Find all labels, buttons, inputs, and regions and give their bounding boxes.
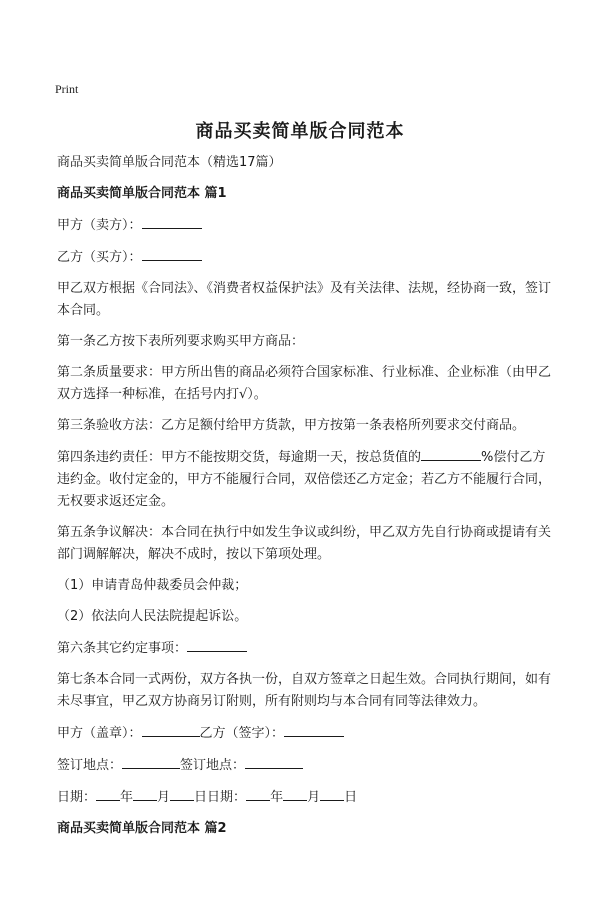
article-4-part-2: %偿付乙方违约金。收付定金的，甲方不能履行合同，双倍偿还乙方定金；若乙方不能履行合同，无权要求返还定金。 [57, 450, 552, 509]
place-blank-2 [245, 754, 303, 769]
party-b-label: 乙方（买方）： [57, 250, 142, 265]
party-a-label: 甲方（卖方）： [57, 218, 142, 233]
article-4-part-1: 第四条违约责任：甲方不能按期交货，每逾期一天，按总货值的 [57, 450, 422, 465]
party-a-blank [142, 214, 202, 229]
date-label-2: 日日期： [194, 790, 247, 805]
day-blank-2 [320, 786, 344, 801]
year-blank-2 [246, 786, 270, 801]
place-line [57, 754, 557, 777]
print-link[interactable]: Print [55, 82, 79, 96]
year-char-1: 年 [120, 790, 134, 805]
sign-a-blank [142, 722, 200, 737]
article-5: 第五条争议解决：本合同在执行中如发生争议或纠纷，甲乙双方先自行协商或提请有关部门调解解决，解决不成时，按以下第项处理。 [57, 525, 552, 562]
month-char-2: 月 [307, 790, 321, 805]
sign-b-label: 乙方（签字）： [199, 726, 285, 741]
party-b-blank [142, 246, 202, 261]
month-char-1: 月 [157, 790, 171, 805]
dispute-option-1: （1）申请青岛仲裁委员会仲裁； [57, 578, 248, 593]
day-char-2: 日 [344, 790, 358, 805]
day-blank-1 [170, 786, 194, 801]
section-heading-2: 商品买卖简单版合同范本 篇2 [57, 821, 227, 836]
article-6 [57, 637, 557, 660]
party-b-line [57, 246, 557, 269]
party-a-line [57, 214, 557, 237]
signature-line [57, 722, 557, 745]
document-body [57, 152, 557, 849]
article-1: 第一条乙方按下表所列要求购买甲方商品： [57, 334, 305, 349]
penalty-rate-blank [421, 446, 481, 461]
article-6-label: 第六条其它约定事项： [57, 641, 188, 656]
article-4 [57, 446, 557, 513]
page-title: 商品买卖简单版合同范本 [195, 121, 405, 142]
month-blank-1 [133, 786, 157, 801]
place-blank-1 [122, 754, 180, 769]
article-3: 第三条验收方法：乙方足额付给甲方货款，甲方按第一条表格所列要求交付商品。 [57, 418, 526, 433]
other-terms-blank [187, 637, 247, 652]
date-line [57, 786, 557, 809]
date-label-1: 日期： [57, 790, 97, 805]
article-7: 第七条本合同一式两份，双方各执一份，自双方签章之日起生效。合同执行期间，如有未尽事宜，甲乙双方协商另订附则，所有附则均与本合同有同等法律效力。 [57, 672, 552, 709]
place-label-1: 签订地点： [57, 758, 123, 773]
article-2: 第二条质量要求：甲方所出售的商品必须符合国家标准、行业标准、企业标准（由甲乙双方选择一种标准，在括号内打√）。 [57, 365, 552, 402]
dispute-option-2: （2）依法向人民法院提起诉讼。 [57, 609, 248, 624]
year-char-2: 年 [270, 790, 284, 805]
section-heading-1: 商品买卖简单版合同范本 篇1 [57, 186, 227, 201]
sign-b-blank [284, 722, 344, 737]
document-subtitle: 商品买卖简单版合同范本（精选17篇） [57, 155, 282, 170]
month-blank-2 [283, 786, 307, 801]
intro-paragraph: 甲乙双方根据《合同法》、《消费者权益保护法》及有关法律、法规，经协商一致，签订本合同。 [57, 281, 552, 318]
year-blank-1 [96, 786, 120, 801]
sign-a-label: 甲方（盖章）： [57, 726, 142, 741]
place-label-2: 签订地点： [180, 758, 246, 773]
